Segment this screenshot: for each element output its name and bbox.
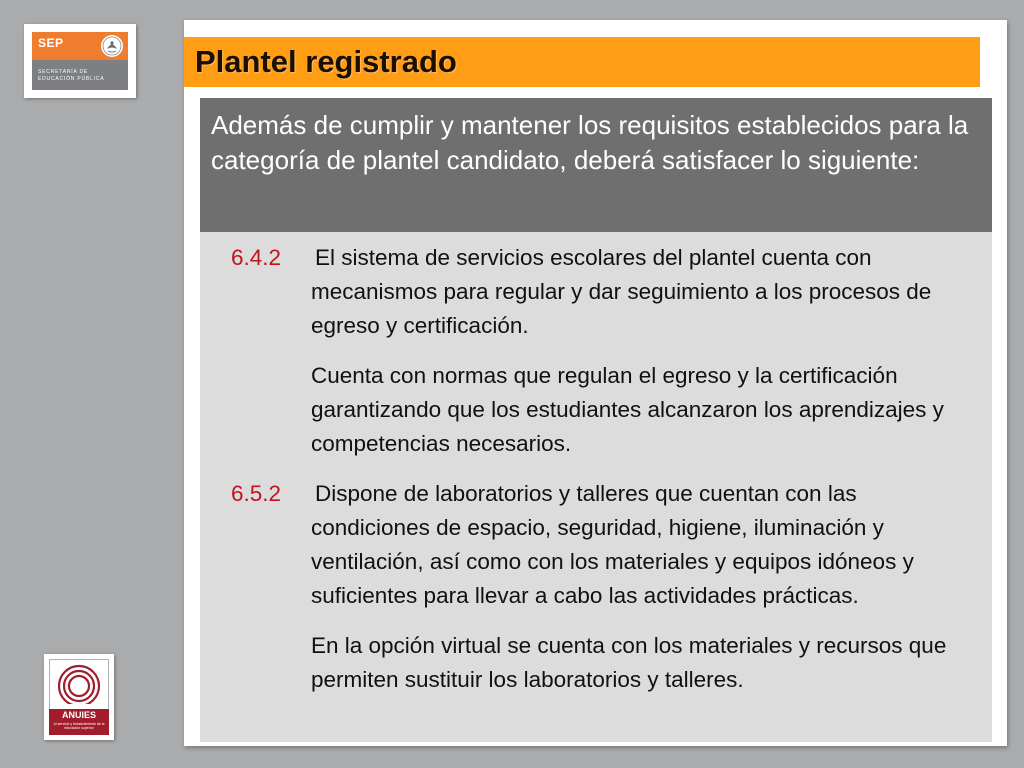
criterion-item xyxy=(200,477,992,613)
criterion-note: En la opción virtual se cuenta con los materiales y recursos que permiten sustituir los laboratorios y talleres. xyxy=(311,633,947,692)
anuies-tagline: Al servicio y fortalecimiento de la educación superior xyxy=(53,722,105,730)
anuies-logo-band xyxy=(49,709,109,735)
sep-line-2: EDUCACIÓN PÚBLICA xyxy=(38,76,105,82)
anuies-acronym: ANUIES xyxy=(61,710,96,720)
criteria-box xyxy=(200,232,992,742)
intro-box xyxy=(200,98,992,232)
sep-logo-band xyxy=(32,32,128,60)
criterion-text: Dispone de laboratorios y talleres que cuentan con las condiciones de espacio, seguridad, higiene, iluminación y ventilación, así como con los materiales y equipos idóneos y suficientes para llevar a cabo las actividades prácticas. xyxy=(311,481,914,608)
criterion-number: 6.5.2 xyxy=(231,481,282,506)
anuies-logo xyxy=(44,654,114,740)
sep-line-1: SECRETARÍA DE xyxy=(38,69,89,75)
slide-title: Plantel registrado xyxy=(195,44,457,79)
sep-acronym: SEP xyxy=(38,36,64,50)
title-bar xyxy=(184,37,980,87)
criterion-item xyxy=(200,241,992,343)
content-panel xyxy=(184,20,1007,746)
sep-logo xyxy=(24,24,136,98)
criterion-text: El sistema de servicios escolares del plantel cuenta con mecanismos para regular y dar seguimiento a los procesos de egreso y certificación. xyxy=(311,245,932,338)
criterion-number: 6.4.2 xyxy=(231,245,282,270)
anuies-rings-icon xyxy=(53,660,105,708)
criterion-note: Cuenta con normas que regulan el egreso y la certificación garantizando que los estudiantes alcanzaron los aprendizajes y competencias necesarios. xyxy=(311,363,944,456)
mexican-eagle-emblem-icon xyxy=(100,34,124,58)
sep-logo-lower xyxy=(32,60,128,90)
intro-text: Además de cumplir y mantener los requisitos establecidos para la categoría de plantel candidato, deberá satisfacer lo siguiente: xyxy=(211,110,969,175)
